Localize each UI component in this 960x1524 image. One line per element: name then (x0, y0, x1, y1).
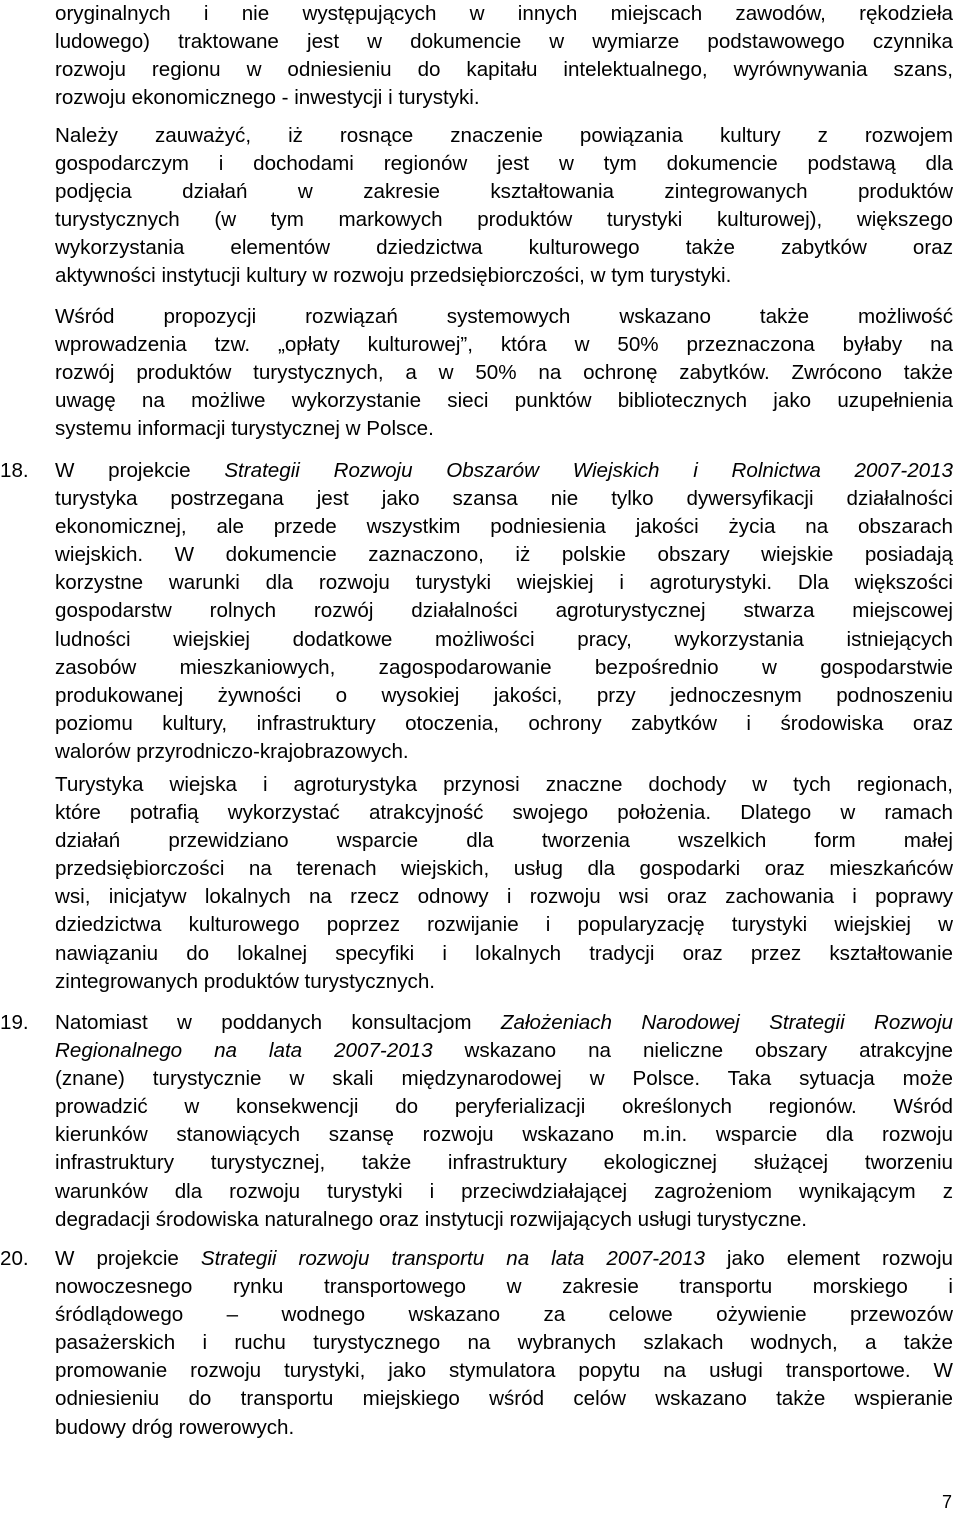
text-line: uwagę na możliwe wykorzystanie sieci punktów bibliotecznych jako uzupełnienia (55, 389, 953, 413)
text-line: rozwoju regionu w odniesieniu do kapitału intelektualnego, wyrównywania szans, (55, 58, 953, 82)
text-run: jako element rozwoju (704, 1247, 954, 1270)
text-line: turystycznych (w tym markowych produktów turystyki kulturowej), większego (55, 208, 953, 232)
text-line: przedsiębiorczości na terenach wiejskich, usług dla gospodarki oraz mieszkańców (55, 857, 953, 881)
text-run: W projekcie (55, 459, 225, 482)
page-number: 7 (941, 1492, 952, 1512)
paragraph-intro (55, 0, 953, 112)
text-line (55, 1009, 953, 1037)
text-line: degradacji środowiska naturalnego oraz instytucji rozwijających usługi turystyczne. (55, 1207, 808, 1231)
item-number-19: 19. (0, 1011, 29, 1034)
text-line: Należy zauważyć, iż rosnące znaczenie powiązania kultury z rozwojem (55, 124, 953, 147)
text-line: korzystne warunki dla rozwoju turystyki wiejskiej i agroturystyki. Dla większości (55, 571, 953, 595)
text-line: odniesieniu do transportu miejskiego wśród celów wskazano także wspieranie (55, 1387, 953, 1411)
text-line (55, 1245, 953, 1273)
text-line (55, 457, 953, 485)
text-line: Wśród propozycji rozwiązań systemowych wskazano także możliwość (55, 305, 953, 328)
text-run: Natomiast w poddanych konsultacjom (55, 1011, 501, 1034)
text-line: nowoczesnego rynku transportowego w zakresie transportu morskiego i (55, 1275, 953, 1299)
text-line: wprowadzenia tzw. „opłaty kulturowej”, która w 50% przeznaczona byłaby na (55, 333, 953, 357)
text-line: walorów przyrodniczo-krajobrazowych. (55, 739, 409, 763)
text-line (55, 1037, 953, 1065)
text-line: gospodarczym i dochodami regionów jest w tym dokumencie podstawą dla (55, 152, 953, 176)
paragraph-item-20 (55, 1245, 953, 1442)
text-run: W projekcie (55, 1247, 201, 1270)
item-number-20: 20. (0, 1247, 29, 1270)
text-line: nawiązaniu do lokalnej specyfiki i lokalnych tradycji oraz przez kształtowanie (55, 941, 953, 965)
text-line: gospodarstw rolnych rozwój działalności agroturystycznej stwarza miejscowej (55, 599, 953, 623)
paragraph-item-18 (55, 457, 953, 766)
text-line: prowadzić w konsekwencji do peryferializacji określonych regionów. Wśród (55, 1095, 953, 1119)
text-run: wskazano na nieliczne obszary atrakcyjne (432, 1039, 953, 1063)
text-line: ekonomicznej, ale przede wszystkim podniesienia jakości życia na obszarach (55, 515, 953, 539)
text-line: dziedzictwa kulturowego poprzez rozwijanie i popularyzację turystyki wiejskiej w (55, 913, 953, 937)
text-line: (znane) turystycznie w skali międzynarodowej w Polsce. Taka sytuacja może (55, 1067, 953, 1091)
text-line: promowanie rozwoju turystyki, jako stymulatora popytu na usługi transportowe. W (55, 1359, 953, 1383)
item-number-18: 18. (0, 459, 29, 482)
text-line: podjęcia działań w zakresie kształtowania zintegrowanych produktów (55, 180, 953, 204)
text-line: śródlądowego – wodnego wskazano za celowe ożywienie przewozów (55, 1303, 953, 1327)
text-line: oryginalnych i nie występujących w innych miejscach zawodów, rękodzieła (55, 2, 953, 25)
text-line: które potrafią wykorzystać atrakcyjność swojego położenia. Dlatego w ramach (55, 801, 953, 825)
document-title-italic: Strategii rozwoju transportu na lata 2007-2013 (200, 1247, 705, 1270)
text-line: Turystyka wiejska i agroturystyka przynosi znaczne dochody w tych regionach, (55, 773, 953, 796)
paragraph-wsrod (55, 303, 953, 443)
text-line: turystyka postrzegana jest jako szansa nie tylko dywersyfikacji działalności (55, 487, 953, 511)
text-line: działań przewidziano wsparcie dla tworzenia wszelkich form małej (55, 829, 953, 853)
paragraph-nalezy (55, 122, 953, 291)
document-title-italic: Założeniach Narodowej Strategii Rozwoju (500, 1011, 953, 1034)
text-line: rozwoju ekonomicznego - inwestycji i turystyki. (55, 86, 480, 110)
text-line: wiejskich. W dokumencie zaznaczono, iż polskie obszary wiejskie posiadają (55, 543, 953, 567)
text-line: produkowanej żywności o wysokiej jakości, przy jednoczesnym podnoszeniu (55, 683, 953, 707)
text-line: zasobów mieszkaniowych, zagospodarowanie bezpośrednio w gospodarstwie (55, 655, 953, 679)
text-line: aktywności instytucji kultury w rozwoju przedsiębiorczości, w tym turystyki. (55, 264, 732, 288)
document-title-italic: Regionalnego na lata 2007-2013 (55, 1039, 433, 1063)
paragraph-item-19 (55, 1009, 953, 1234)
document-title-italic: Strategii Rozwoju Obszarów Wiejskich i Rolnictwa 2007-2013 (224, 459, 954, 482)
text-line: poziomu kultury, infrastruktury otoczenia, ochrony zabytków i środowiska oraz (55, 711, 953, 735)
text-line: pasażerskich i ruchu turystycznego na wybranych szlakach wodnych, a także (55, 1331, 953, 1355)
text-line: ludowego) traktowane jest w dokumencie w wymiarze podstawowego czynnika (55, 30, 953, 54)
text-line: kierunków stanowiących szansę rozwoju wskazano m.in. wsparcie dla rozwoju (55, 1123, 953, 1147)
text-line: wykorzystania elementów dziedzictwa kulturowego także zabytków oraz (55, 236, 953, 260)
text-line: systemu informacji turystycznej w Polsce. (55, 417, 434, 441)
paragraph-turystyka-wiejska (55, 771, 953, 996)
text-line: zintegrowanych produktów turystycznych. (55, 969, 436, 993)
text-line: budowy dróg rowerowych. (55, 1415, 295, 1439)
text-line: ludności wiejskiej dodatkowe możliwości pracy, wykorzystania istniejących (55, 627, 953, 651)
text-line: wsi, inicjatyw lokalnych na rzecz odnowy i rozwoju wsi oraz zachowania i poprawy (55, 885, 953, 909)
text-line: infrastruktury turystycznej, także infrastruktury ekologicznej służącej tworzeniu (55, 1151, 953, 1175)
text-line: rozwój produktów turystycznych, a w 50% na ochronę zabytków. Zwrócono także (55, 361, 953, 385)
text-line: warunków dla rozwoju turystyki i przeciwdziałającej zagrożeniom wynikającym z (55, 1179, 953, 1203)
